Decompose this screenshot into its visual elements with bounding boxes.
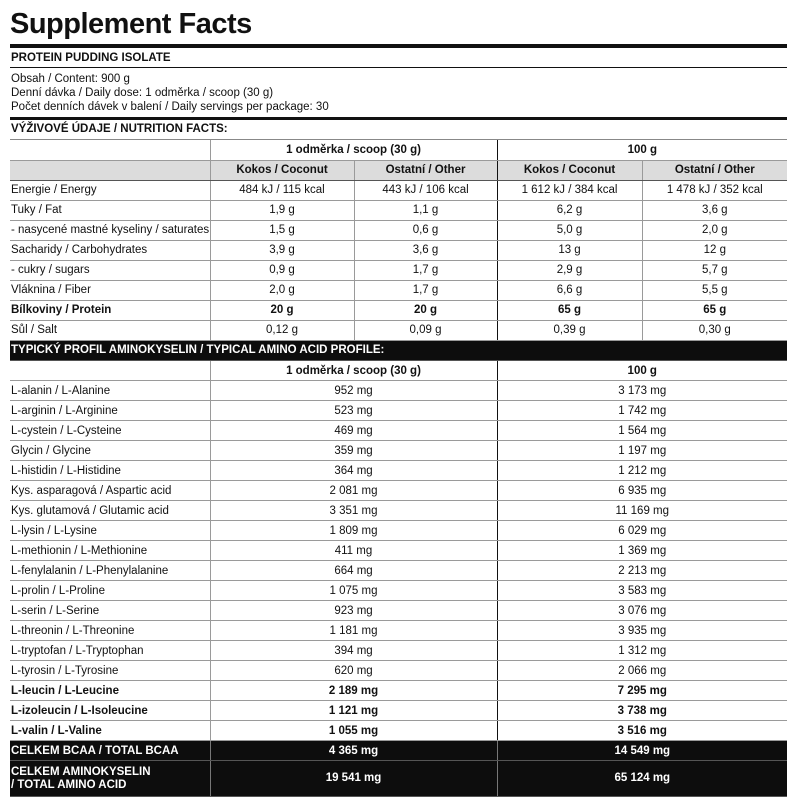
value-coconut-serving: 2,0 g bbox=[210, 280, 354, 300]
nutrient-label: Vláknina / Fiber bbox=[10, 280, 210, 300]
value-other-serving: 1,1 g bbox=[354, 200, 497, 220]
nutrition-row bbox=[10, 300, 787, 320]
value-other-100g: 12 g bbox=[642, 240, 787, 260]
value-other-serving: 3,6 g bbox=[354, 240, 497, 260]
value-other-serving: 0,6 g bbox=[354, 220, 497, 240]
supplement-facts-label bbox=[10, 0, 787, 797]
amino-label: Kys. asparagová / Aspartic acid bbox=[10, 481, 210, 501]
amino-label: L-fenylalanin / L-Phenylalanine bbox=[10, 561, 210, 581]
amino-value-serving: 1 809 mg bbox=[210, 521, 497, 541]
amino-row bbox=[10, 541, 787, 561]
amino-value-100g: 3 173 mg bbox=[497, 381, 787, 401]
empty-cell bbox=[10, 361, 210, 381]
amino-value-100g: 11 169 mg bbox=[497, 501, 787, 521]
amino-row bbox=[10, 721, 787, 741]
value-coconut-serving: 1,9 g bbox=[210, 200, 354, 220]
value-other-serving: 1,7 g bbox=[354, 260, 497, 280]
value-other-serving: 0,09 g bbox=[354, 320, 497, 340]
amino-value-serving: 1 055 mg bbox=[210, 721, 497, 741]
amino-row bbox=[10, 641, 787, 661]
amino-value-100g: 3 738 mg bbox=[497, 701, 787, 721]
nutrition-row bbox=[10, 320, 787, 340]
amino-value-100g: 6 029 mg bbox=[497, 521, 787, 541]
value-coconut-serving: 3,9 g bbox=[210, 240, 354, 260]
total-bcaa-label: CELKEM BCAA / TOTAL BCAA bbox=[10, 741, 210, 761]
amino-value-serving: 2 189 mg bbox=[210, 681, 497, 701]
amino-row bbox=[10, 381, 787, 401]
amino-label: L-alanin / L-Alanine bbox=[10, 381, 210, 401]
nutrition-row bbox=[10, 220, 787, 240]
amino-value-serving: 1 181 mg bbox=[210, 621, 497, 641]
total-amino-label-line1: CELKEM AMINOKYSELIN bbox=[11, 765, 151, 778]
value-coconut-100g: 6,6 g bbox=[497, 280, 642, 300]
amino-value-serving: 411 mg bbox=[210, 541, 497, 561]
amino-row bbox=[10, 621, 787, 641]
group-serving: 1 odměrka / scoop (30 g) bbox=[210, 140, 497, 160]
value-coconut-100g: 1 612 kJ / 384 kcal bbox=[497, 180, 642, 200]
amino-value-serving: 923 mg bbox=[210, 601, 497, 621]
value-coconut-serving: 20 g bbox=[210, 300, 354, 320]
nutrient-label: Bílkoviny / Protein bbox=[10, 300, 210, 320]
nutrition-column-header bbox=[10, 160, 787, 180]
total-bcaa-serving: 4 365 mg bbox=[210, 741, 497, 761]
amino-value-serving: 952 mg bbox=[210, 381, 497, 401]
amino-value-100g: 3 516 mg bbox=[497, 721, 787, 741]
nutrition-group-header bbox=[10, 140, 787, 160]
nutrient-label: Tuky / Fat bbox=[10, 200, 210, 220]
nutrient-label: Energie / Energy bbox=[10, 180, 210, 200]
amino-label: Kys. glutamová / Glutamic acid bbox=[10, 501, 210, 521]
amino-row bbox=[10, 681, 787, 701]
amino-label: L-arginin / L-Arginine bbox=[10, 401, 210, 421]
amino-row bbox=[10, 501, 787, 521]
value-other-100g: 5,7 g bbox=[642, 260, 787, 280]
amino-row bbox=[10, 521, 787, 541]
amino-value-serving: 359 mg bbox=[210, 441, 497, 461]
amino-value-serving: 664 mg bbox=[210, 561, 497, 581]
value-coconut-100g: 65 g bbox=[497, 300, 642, 320]
value-coconut-serving: 0,9 g bbox=[210, 260, 354, 280]
amino-value-100g: 3 583 mg bbox=[497, 581, 787, 601]
amino-value-100g: 1 742 mg bbox=[497, 401, 787, 421]
group-100g: 100 g bbox=[497, 140, 787, 160]
amino-label: L-leucin / L-Leucine bbox=[10, 681, 210, 701]
nutrient-label: Sůl / Salt bbox=[10, 320, 210, 340]
nutrition-row bbox=[10, 260, 787, 280]
amino-label: L-methionin / L-Methionine bbox=[10, 541, 210, 561]
amino-row bbox=[10, 701, 787, 721]
product-info bbox=[10, 68, 787, 117]
nutrition-heading: VÝŽIVOVÉ ÚDAJE / NUTRITION FACTS: bbox=[10, 120, 787, 140]
total-bcaa-100g: 14 549 mg bbox=[497, 741, 787, 761]
total-amino-row bbox=[10, 761, 787, 797]
amino-group-100g: 100 g bbox=[497, 361, 787, 381]
value-other-100g: 2,0 g bbox=[642, 220, 787, 240]
value-other-100g: 65 g bbox=[642, 300, 787, 320]
amino-value-100g: 3 935 mg bbox=[497, 621, 787, 641]
value-other-serving: 1,7 g bbox=[354, 280, 497, 300]
value-coconut-100g: 5,0 g bbox=[497, 220, 642, 240]
total-amino-label bbox=[10, 761, 210, 797]
amino-row bbox=[10, 561, 787, 581]
amino-value-serving: 620 mg bbox=[210, 661, 497, 681]
nutrition-row bbox=[10, 240, 787, 260]
value-other-serving: 20 g bbox=[354, 300, 497, 320]
amino-heading: TYPICKÝ PROFIL AMINOKYSELIN / TYPICAL AMINO ACID PROFILE: bbox=[10, 341, 787, 361]
page-title: Supplement Facts bbox=[10, 8, 252, 40]
col-other-100g: Ostatní / Other bbox=[642, 160, 787, 180]
nutrition-table bbox=[10, 140, 787, 341]
amino-label: L-izoleucin / L-Isoleucine bbox=[10, 701, 210, 721]
amino-value-serving: 1 075 mg bbox=[210, 581, 497, 601]
value-coconut-serving: 1,5 g bbox=[210, 220, 354, 240]
empty-cell bbox=[10, 140, 210, 160]
amino-row bbox=[10, 661, 787, 681]
amino-value-100g: 7 295 mg bbox=[497, 681, 787, 701]
value-coconut-100g: 13 g bbox=[497, 240, 642, 260]
amino-value-100g: 1 212 mg bbox=[497, 461, 787, 481]
value-other-100g: 3,6 g bbox=[642, 200, 787, 220]
amino-table bbox=[10, 341, 787, 798]
nutrient-label: - cukry / sugars bbox=[10, 260, 210, 280]
value-coconut-serving: 484 kJ / 115 kcal bbox=[210, 180, 354, 200]
col-coconut-serving: Kokos / Coconut bbox=[210, 160, 354, 180]
amino-label: L-tryptofan / L-Tryptophan bbox=[10, 641, 210, 661]
value-coconut-100g: 2,9 g bbox=[497, 260, 642, 280]
amino-row bbox=[10, 461, 787, 481]
amino-value-100g: 2 213 mg bbox=[497, 561, 787, 581]
total-amino-label-line2: / TOTAL AMINO ACID bbox=[11, 778, 127, 791]
amino-value-100g: 1 369 mg bbox=[497, 541, 787, 561]
amino-row bbox=[10, 601, 787, 621]
amino-label: L-histidin / L-Histidine bbox=[10, 461, 210, 481]
amino-label: L-valin / L-Valine bbox=[10, 721, 210, 741]
empty-cell bbox=[10, 160, 210, 180]
amino-value-serving: 523 mg bbox=[210, 401, 497, 421]
amino-value-100g: 1 564 mg bbox=[497, 421, 787, 441]
amino-heading-row bbox=[10, 341, 787, 361]
content-line: Obsah / Content: 900 g bbox=[11, 73, 130, 85]
servings-line: Počet denních dávek v balení / Daily servings per package: 30 bbox=[11, 101, 329, 113]
value-coconut-100g: 0,39 g bbox=[497, 320, 642, 340]
nutrition-row bbox=[10, 180, 787, 200]
col-other-serving: Ostatní / Other bbox=[354, 160, 497, 180]
amino-value-serving: 3 351 mg bbox=[210, 501, 497, 521]
amino-label: L-prolin / L-Proline bbox=[10, 581, 210, 601]
value-coconut-100g: 6,2 g bbox=[497, 200, 642, 220]
amino-row bbox=[10, 401, 787, 421]
amino-row bbox=[10, 581, 787, 601]
amino-row bbox=[10, 481, 787, 501]
total-amino-serving: 19 541 mg bbox=[210, 761, 497, 797]
nutrition-row bbox=[10, 200, 787, 220]
amino-label: Glycin / Glycine bbox=[10, 441, 210, 461]
amino-row bbox=[10, 441, 787, 461]
amino-label: L-cystein / L-Cysteine bbox=[10, 421, 210, 441]
amino-label: L-tyrosin / L-Tyrosine bbox=[10, 661, 210, 681]
amino-value-100g: 3 076 mg bbox=[497, 601, 787, 621]
amino-row bbox=[10, 421, 787, 441]
total-bcaa-row bbox=[10, 741, 787, 761]
value-coconut-serving: 0,12 g bbox=[210, 320, 354, 340]
amino-group-serving: 1 odměrka / scoop (30 g) bbox=[210, 361, 497, 381]
amino-value-100g: 1 197 mg bbox=[497, 441, 787, 461]
value-other-100g: 0,30 g bbox=[642, 320, 787, 340]
daily-dose-line: Denní dávka / Daily dose: 1 odměrka / scoop (30 g) bbox=[11, 87, 274, 99]
nutrient-label: - nasycené mastné kyseliny / saturates bbox=[10, 220, 210, 240]
amino-value-serving: 364 mg bbox=[210, 461, 497, 481]
amino-label: L-lysin / L-Lysine bbox=[10, 521, 210, 541]
amino-value-serving: 394 mg bbox=[210, 641, 497, 661]
nutrition-row bbox=[10, 280, 787, 300]
value-other-100g: 5,5 g bbox=[642, 280, 787, 300]
amino-label: L-serin / L-Serine bbox=[10, 601, 210, 621]
value-other-100g: 1 478 kJ / 352 kcal bbox=[642, 180, 787, 200]
value-other-serving: 443 kJ / 106 kcal bbox=[354, 180, 497, 200]
col-coconut-100g: Kokos / Coconut bbox=[497, 160, 642, 180]
amino-value-100g: 6 935 mg bbox=[497, 481, 787, 501]
amino-group-header bbox=[10, 361, 787, 381]
amino-label: L-threonin / L-Threonine bbox=[10, 621, 210, 641]
total-amino-100g: 65 124 mg bbox=[497, 761, 787, 797]
amino-value-serving: 2 081 mg bbox=[210, 481, 497, 501]
nutrient-label: Sacharidy / Carbohydrates bbox=[10, 240, 210, 260]
amino-value-100g: 2 066 mg bbox=[497, 661, 787, 681]
amino-value-serving: 469 mg bbox=[210, 421, 497, 441]
product-name: PROTEIN PUDDING ISOLATE bbox=[10, 48, 787, 68]
amino-value-100g: 1 312 mg bbox=[497, 641, 787, 661]
amino-value-serving: 1 121 mg bbox=[210, 701, 497, 721]
